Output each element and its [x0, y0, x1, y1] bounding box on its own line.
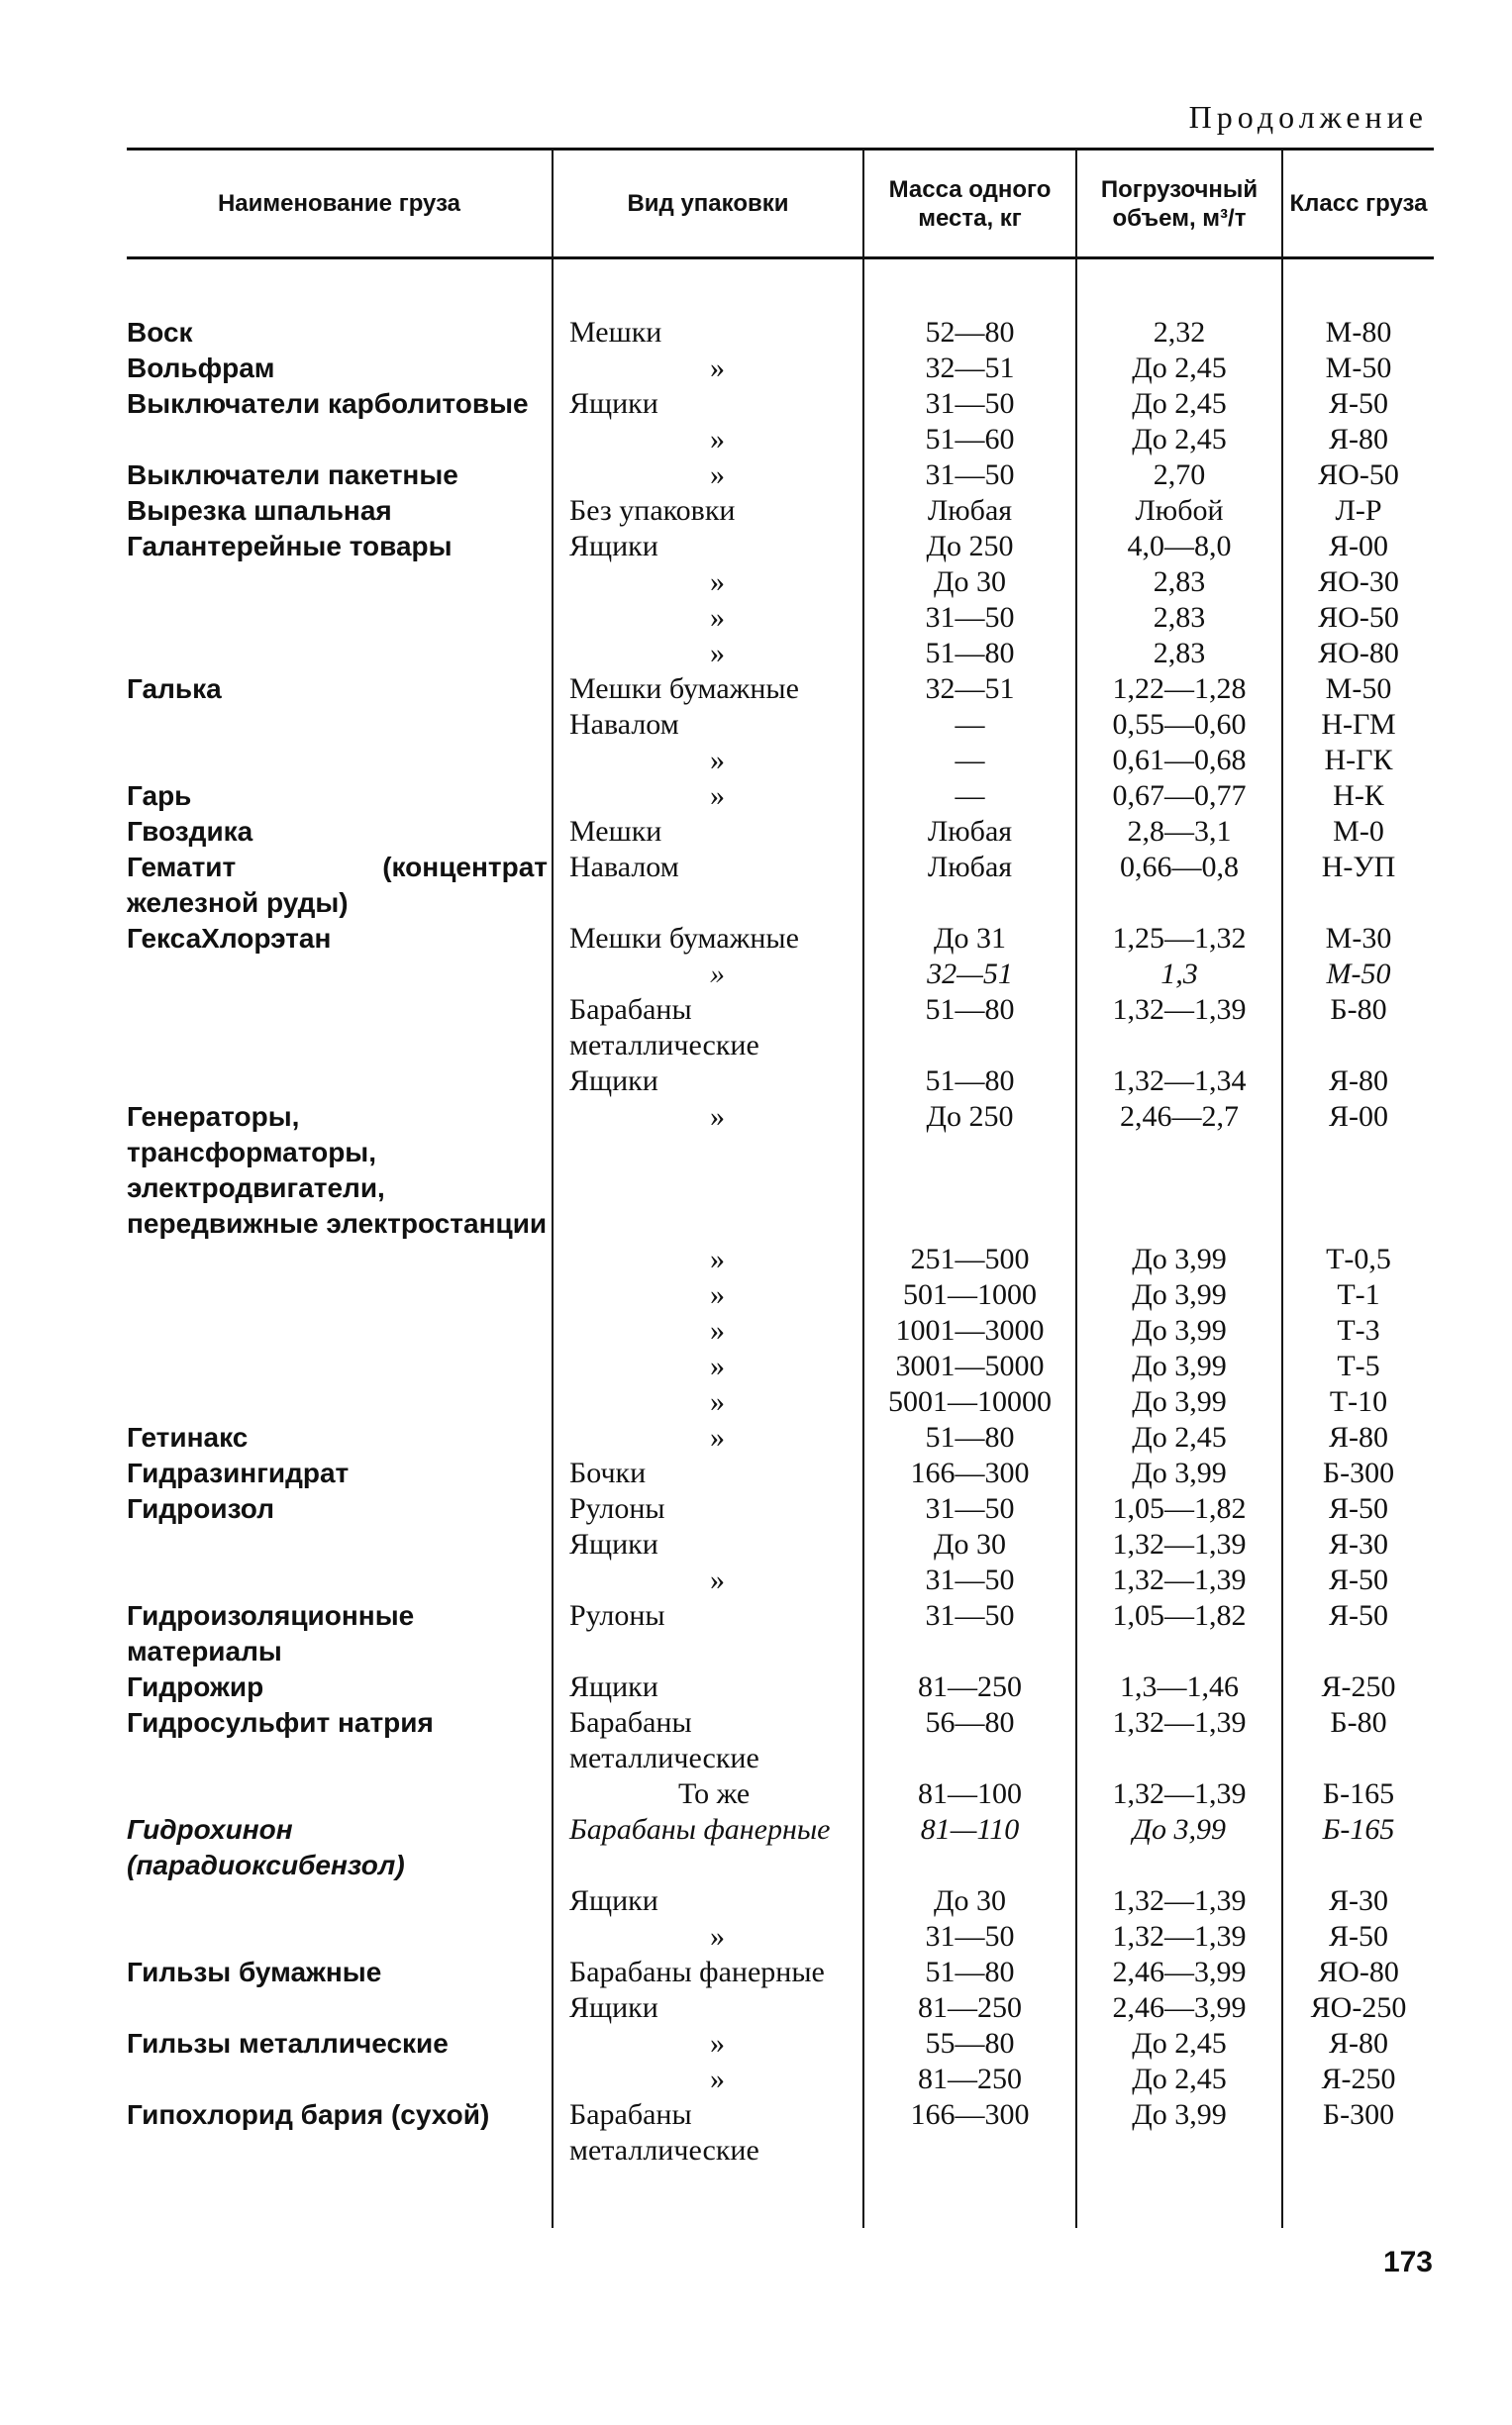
- packaging-type-cell: [553, 1420, 863, 1456]
- unit-mass-cell: Любая: [863, 493, 1076, 529]
- loading-volume-cell: 2,46—2,7: [1076, 1099, 1282, 1242]
- loading-volume-cell: 2,32: [1076, 315, 1282, 351]
- table-row: [127, 600, 1434, 636]
- ditto-mark: »: [710, 1100, 725, 1133]
- unit-mass-cell: 81—250: [863, 2062, 1076, 2097]
- packaging-type-cell: Ящики: [553, 529, 863, 564]
- packaging-type-cell: Рулоны: [553, 1491, 863, 1527]
- packaging-type-cell: [553, 600, 863, 636]
- loading-volume-cell: До 2,45: [1076, 2026, 1282, 2062]
- cargo-class-cell: Я-80: [1282, 1420, 1434, 1456]
- loading-volume-cell: 2,8—3,1: [1076, 814, 1282, 850]
- unit-mass-cell: 81—100: [863, 1776, 1076, 1812]
- loading-volume-cell: 2,83: [1076, 636, 1282, 671]
- ditto-mark: »: [710, 423, 725, 455]
- cargo-class-cell: Л-Р: [1282, 493, 1434, 529]
- loading-volume-cell: 1,05—1,82: [1076, 1491, 1282, 1527]
- table-row: [127, 1456, 1434, 1491]
- cargo-class-cell: Т-10: [1282, 1384, 1434, 1420]
- loading-volume-cell: 1,25—1,32: [1076, 921, 1282, 957]
- table-row: [127, 2062, 1434, 2097]
- packaging-type-cell: Навалом: [553, 707, 863, 743]
- cargo-class-cell: Т-0,5: [1282, 1242, 1434, 1277]
- loading-volume-cell: До 3,99: [1076, 2097, 1282, 2169]
- table-row: [127, 422, 1434, 457]
- unit-mass-cell: 56—80: [863, 1705, 1076, 1776]
- loading-volume-cell: 0,55—0,60: [1076, 707, 1282, 743]
- ditto-mark: »: [710, 637, 725, 669]
- cargo-class-cell: Я-00: [1282, 1099, 1434, 1242]
- packaging-type-cell: Мешки бумажные: [553, 921, 863, 957]
- cargo-class-cell: Я-50: [1282, 1491, 1434, 1527]
- cargo-class-cell: Б-300: [1282, 2097, 1434, 2169]
- loading-volume-cell: 1,32—1,39: [1076, 1527, 1282, 1563]
- loading-volume-cell: 1,32—1,39: [1076, 1563, 1282, 1598]
- unit-mass-cell: 31—50: [863, 600, 1076, 636]
- cargo-class-cell: Б-165: [1282, 1776, 1434, 1812]
- unit-mass-cell: 31—50: [863, 386, 1076, 422]
- ditto-mark: »: [710, 1564, 725, 1596]
- ditto-mark: »: [710, 1421, 725, 1454]
- table-row: [127, 564, 1434, 600]
- loading-volume-cell: Любой: [1076, 493, 1282, 529]
- packaging-type-cell: [553, 422, 863, 457]
- cargo-class-cell: Т-5: [1282, 1349, 1434, 1384]
- packaging-type-cell: Ящики: [553, 1669, 863, 1705]
- packaging-type-cell: [553, 1242, 863, 1277]
- ditto-mark: »: [710, 779, 725, 812]
- packaging-type-cell: Барабаны металлические: [553, 1705, 863, 1776]
- packaging-type-cell: Ящики: [553, 1883, 863, 1919]
- ditto-mark: »: [710, 458, 725, 491]
- packaging-type-cell: [553, 1919, 863, 1955]
- packaging-type-cell: Ящики: [553, 1063, 863, 1099]
- unit-mass-cell: 166—300: [863, 2097, 1076, 2169]
- unit-mass-cell: 31—50: [863, 457, 1076, 493]
- packaging-type-cell: [553, 2026, 863, 2062]
- loading-volume-cell: 1,32—1,39: [1076, 992, 1282, 1063]
- unit-mass-cell: До 30: [863, 564, 1076, 600]
- unit-mass-cell: До 250: [863, 1099, 1076, 1242]
- table-row: [127, 1491, 1434, 1527]
- packaging-type-cell: Ящики: [553, 1990, 863, 2026]
- cargo-name-cell: Гарь: [127, 780, 192, 811]
- cargo-class-cell: Н-ГК: [1282, 743, 1434, 778]
- packaging-type-cell: [553, 957, 863, 992]
- loading-volume-cell: 2,83: [1076, 600, 1282, 636]
- loading-volume-cell: 0,61—0,68: [1076, 743, 1282, 778]
- table-row: [127, 1990, 1434, 2026]
- table-row: [127, 778, 1434, 814]
- table-row: [127, 1705, 1434, 1776]
- loading-volume-cell: До 2,45: [1076, 351, 1282, 386]
- cargo-class-cell: Я-80: [1282, 1063, 1434, 1099]
- table-row: [127, 1349, 1434, 1384]
- cargo-name-cell: Галька: [127, 673, 222, 704]
- unit-mass-cell: 32—51: [863, 957, 1076, 992]
- packaging-type-cell: Без упаковки: [553, 493, 863, 529]
- cargo-class-cell: ЯО-50: [1282, 457, 1434, 493]
- column-header-pack: Вид упаковки: [553, 150, 863, 258]
- cargo-class-cell: Я-50: [1282, 1919, 1434, 1955]
- cargo-class-cell: Т-3: [1282, 1313, 1434, 1349]
- ditto-mark: »: [710, 1243, 725, 1275]
- table-row: [127, 386, 1434, 422]
- cargo-class-cell: Б-300: [1282, 1456, 1434, 1491]
- loading-volume-cell: 2,70: [1076, 457, 1282, 493]
- ditto-mark: »: [710, 601, 725, 634]
- spacer-row: [127, 2169, 1434, 2228]
- packaging-type-cell: [553, 1563, 863, 1598]
- unit-mass-cell: 81—250: [863, 1990, 1076, 2026]
- table-row: [127, 1919, 1434, 1955]
- packaging-type-cell: Барабаны металлические: [553, 992, 863, 1063]
- table-row: [127, 2026, 1434, 2062]
- table-row: [127, 707, 1434, 743]
- cargo-class-cell: Б-165: [1282, 1812, 1434, 1883]
- ditto-mark: »: [710, 1920, 725, 1953]
- table-body: [127, 258, 1434, 2229]
- loading-volume-cell: До 2,45: [1076, 1420, 1282, 1456]
- unit-mass-cell: —: [863, 778, 1076, 814]
- unit-mass-cell: 81—250: [863, 1669, 1076, 1705]
- column-header-name: Наименование груза: [127, 150, 553, 258]
- unit-mass-cell: 1001—3000: [863, 1313, 1076, 1349]
- table-row: [127, 1063, 1434, 1099]
- cargo-class-cell: Я-250: [1282, 1669, 1434, 1705]
- packaging-type-cell: Навалом: [553, 850, 863, 921]
- ditto-mark: »: [710, 1314, 725, 1347]
- table-row: [127, 1563, 1434, 1598]
- cargo-name-cell: Гидроизоляционные материалы: [127, 1600, 415, 1667]
- loading-volume-cell: 1,05—1,82: [1076, 1598, 1282, 1669]
- packaging-type-cell: [553, 351, 863, 386]
- loading-volume-cell: 1,32—1,39: [1076, 1919, 1282, 1955]
- page-number: 173: [1382, 2246, 1433, 2278]
- cargo-class-cell: Я-50: [1282, 1598, 1434, 1669]
- ditto-mark: »: [710, 1278, 725, 1311]
- packaging-type-cell: [553, 457, 863, 493]
- cargo-name-cell: Гвоздика: [127, 816, 253, 847]
- packaging-type-cell: Ящики: [553, 1527, 863, 1563]
- table-row: [127, 992, 1434, 1063]
- unit-mass-cell: 32—51: [863, 351, 1076, 386]
- cargo-name-cell: [127, 1919, 553, 1955]
- unit-mass-cell: 5001—10000: [863, 1384, 1076, 1420]
- cargo-class-cell: ЯО-80: [1282, 1955, 1434, 1990]
- cargo-name-cell: Гидросульфит натрия: [127, 1707, 434, 1738]
- table-row: [127, 1955, 1434, 1990]
- table-row: [127, 1527, 1434, 1563]
- unit-mass-cell: 31—50: [863, 1919, 1076, 1955]
- unit-mass-cell: Любая: [863, 814, 1076, 850]
- packaging-type-cell: Мешки бумажные: [553, 671, 863, 707]
- table-row: [127, 1277, 1434, 1313]
- loading-volume-cell: До 2,45: [1076, 422, 1282, 457]
- packaging-type-cell: [553, 1313, 863, 1349]
- table-row: [127, 1883, 1434, 1919]
- packaging-type-cell: [553, 1776, 863, 1812]
- ditto-mark: »: [710, 352, 725, 384]
- unit-mass-cell: 52—80: [863, 315, 1076, 351]
- table-row: [127, 1099, 1434, 1242]
- cargo-class-cell: ЯО-80: [1282, 636, 1434, 671]
- loading-volume-cell: До 3,99: [1076, 1812, 1282, 1883]
- unit-mass-cell: 501—1000: [863, 1277, 1076, 1313]
- packaging-type-cell: Барабаны фанерные: [553, 1812, 863, 1883]
- cargo-class-cell: М-30: [1282, 921, 1434, 957]
- cargo-class-cell: Н-К: [1282, 778, 1434, 814]
- cargo-class-cell: М-80: [1282, 315, 1434, 351]
- packaging-type-cell: [553, 778, 863, 814]
- table-row: [127, 351, 1434, 386]
- cargo-name-cell: Гидрохинон (парадиоксибензол): [127, 1814, 405, 1880]
- unit-mass-cell: 51—80: [863, 992, 1076, 1063]
- loading-volume-cell: До 3,99: [1076, 1277, 1282, 1313]
- unit-mass-cell: 251—500: [863, 1242, 1076, 1277]
- loading-volume-cell: 1,32—1,34: [1076, 1063, 1282, 1099]
- cargo-name-cell: [127, 422, 553, 457]
- packaging-type-cell: Ящики: [553, 386, 863, 422]
- loading-volume-cell: 1,32—1,39: [1076, 1883, 1282, 1919]
- unit-mass-cell: До 30: [863, 1883, 1076, 1919]
- cargo-name-cell: Выключатели пакетные: [127, 459, 458, 490]
- packaging-type-cell: Мешки: [553, 315, 863, 351]
- table-row: [127, 529, 1434, 564]
- packaging-type-cell: [553, 1349, 863, 1384]
- cargo-table: [127, 148, 1434, 2228]
- cargo-class-cell: ЯО-250: [1282, 1990, 1434, 2026]
- unit-mass-cell: 51—80: [863, 1955, 1076, 1990]
- cargo-name-cell: Воск: [127, 317, 193, 348]
- ditto-mark: »: [710, 2027, 725, 2060]
- table-row: [127, 1776, 1434, 1812]
- loading-volume-cell: 2,46—3,99: [1076, 1990, 1282, 2026]
- cargo-name-cell: [127, 636, 553, 671]
- cargo-name-cell: [127, 1776, 553, 1812]
- cargo-class-cell: Н-УП: [1282, 850, 1434, 921]
- loading-volume-cell: До 2,45: [1076, 386, 1282, 422]
- packaging-type-cell: [553, 564, 863, 600]
- loading-volume-cell: До 3,99: [1076, 1384, 1282, 1420]
- table-row: [127, 493, 1434, 529]
- unit-mass-cell: 51—80: [863, 1420, 1076, 1456]
- packaging-type-cell: Мешки: [553, 814, 863, 850]
- cargo-class-cell: Б-80: [1282, 992, 1434, 1063]
- table-row: [127, 1812, 1434, 1883]
- table-header: [127, 150, 1434, 258]
- same-as-above-label: То же: [678, 1777, 751, 1810]
- cargo-name-cell: [127, 1563, 553, 1598]
- loading-volume-cell: 1,3: [1076, 957, 1282, 992]
- packaging-type-cell: Рулоны: [553, 1598, 863, 1669]
- cargo-name-cell: Вырезка шпальная: [127, 495, 392, 526]
- cargo-name-cell: [127, 957, 553, 992]
- cargo-name-cell: [127, 707, 553, 743]
- loading-volume-cell: 0,67—0,77: [1076, 778, 1282, 814]
- unit-mass-cell: 3001—5000: [863, 1349, 1076, 1384]
- cargo-name-cell: [127, 743, 553, 778]
- ditto-mark: »: [710, 1385, 725, 1418]
- loading-volume-cell: До 3,99: [1076, 1349, 1282, 1384]
- cargo-class-cell: М-50: [1282, 671, 1434, 707]
- loading-volume-cell: До 3,99: [1076, 1456, 1282, 1491]
- unit-mass-cell: 32—51: [863, 671, 1076, 707]
- cargo-class-cell: М-50: [1282, 957, 1434, 992]
- cargo-class-cell: Я-250: [1282, 2062, 1434, 2097]
- packaging-type-cell: Бочки: [553, 1456, 863, 1491]
- unit-mass-cell: 51—80: [863, 1063, 1076, 1099]
- loading-volume-cell: 1,3—1,46: [1076, 1669, 1282, 1705]
- cargo-class-cell: Б-80: [1282, 1705, 1434, 1776]
- cargo-name-cell: Выключатели карболитовые: [127, 388, 529, 419]
- loading-volume-cell: 1,32—1,39: [1076, 1776, 1282, 1812]
- loading-volume-cell: До 2,45: [1076, 2062, 1282, 2097]
- cargo-class-cell: Я-80: [1282, 422, 1434, 457]
- table-row: [127, 1384, 1434, 1420]
- unit-mass-cell: 55—80: [863, 2026, 1076, 2062]
- cargo-class-cell: Я-50: [1282, 386, 1434, 422]
- unit-mass-cell: 81—110: [863, 1812, 1076, 1883]
- unit-mass-cell: 166—300: [863, 1456, 1076, 1491]
- column-header-class: Класс груза: [1282, 150, 1434, 258]
- packaging-type-cell: [553, 2062, 863, 2097]
- unit-mass-cell: До 250: [863, 529, 1076, 564]
- cargo-name-cell: Гильзы бумажные: [127, 1957, 382, 1987]
- cargo-name-cell: Генераторы, трансформаторы, электродвигатели, передвижные электростанции: [127, 1101, 548, 1239]
- cargo-name-cell: Гидрожир: [127, 1671, 264, 1702]
- cargo-name-cell: [127, 1063, 553, 1099]
- ditto-mark: »: [710, 744, 725, 776]
- table-row: [127, 921, 1434, 957]
- ditto-mark: »: [710, 958, 725, 990]
- unit-mass-cell: —: [863, 707, 1076, 743]
- unit-mass-cell: До 30: [863, 1527, 1076, 1563]
- cargo-name-cell: [127, 2062, 553, 2097]
- cargo-name-cell: [127, 1277, 553, 1313]
- unit-mass-cell: 31—50: [863, 1598, 1076, 1669]
- table-row: [127, 315, 1434, 351]
- cargo-name-cell: [127, 1883, 553, 1919]
- cargo-class-cell: ЯО-50: [1282, 600, 1434, 636]
- loading-volume-cell: До 3,99: [1076, 1242, 1282, 1277]
- cargo-class-cell: Я-00: [1282, 529, 1434, 564]
- unit-mass-cell: До 31: [863, 921, 1076, 957]
- cargo-name-cell: [127, 1527, 553, 1563]
- cargo-class-cell: Я-30: [1282, 1883, 1434, 1919]
- cargo-name-cell: [127, 600, 553, 636]
- cargo-name-cell: Гильзы металлические: [127, 2028, 449, 2059]
- loading-volume-cell: До 3,99: [1076, 1313, 1282, 1349]
- cargo-class-cell: Н-ГМ: [1282, 707, 1434, 743]
- loading-volume-cell: 2,46—3,99: [1076, 1955, 1282, 1990]
- cargo-class-cell: Я-80: [1282, 2026, 1434, 2062]
- table-row: [127, 1669, 1434, 1705]
- cargo-name-cell: [127, 1313, 553, 1349]
- unit-mass-cell: 31—50: [863, 1491, 1076, 1527]
- cargo-name-cell: Гематит (концентрат железной руды): [127, 852, 548, 918]
- cargo-class-cell: Т-1: [1282, 1277, 1434, 1313]
- column-header-volume: Погрузочный объем, м³/т: [1076, 150, 1282, 258]
- cargo-class-cell: ЯО-30: [1282, 564, 1434, 600]
- table-row: [127, 957, 1434, 992]
- packaging-type-cell: [553, 636, 863, 671]
- ditto-mark: »: [710, 1350, 725, 1382]
- cargo-name-cell: ГексаХлорэтан: [127, 923, 332, 954]
- cargo-name-cell: [127, 1990, 553, 2026]
- cargo-name-cell: Вольфрам: [127, 353, 275, 383]
- packaging-type-cell: [553, 1277, 863, 1313]
- loading-volume-cell: 2,83: [1076, 564, 1282, 600]
- packaging-type-cell: Барабаны фанерные: [553, 1955, 863, 1990]
- cargo-name-cell: Гипохлорид бария (сухой): [127, 2099, 490, 2130]
- packaging-type-cell: [553, 1099, 863, 1242]
- unit-mass-cell: Любая: [863, 850, 1076, 921]
- cargo-name-cell: [127, 564, 553, 600]
- column-header-mass: Масса одного места, кг: [863, 150, 1076, 258]
- table-row: [127, 671, 1434, 707]
- table-row: [127, 814, 1434, 850]
- packaging-type-cell: [553, 743, 863, 778]
- cargo-class-cell: М-50: [1282, 351, 1434, 386]
- table-row: [127, 850, 1434, 921]
- loading-volume-cell: 1,22—1,28: [1076, 671, 1282, 707]
- cargo-name-cell: [127, 1242, 553, 1277]
- cargo-name-cell: Гетинакс: [127, 1422, 249, 1453]
- cargo-name-cell: [127, 1384, 553, 1420]
- cargo-class-cell: Я-50: [1282, 1563, 1434, 1598]
- spacer-row: [127, 258, 1434, 316]
- cargo-name-cell: [127, 1349, 553, 1384]
- table-row: [127, 1598, 1434, 1669]
- loading-volume-cell: 0,66—0,8: [1076, 850, 1282, 921]
- cargo-name-cell: [127, 992, 553, 1063]
- ditto-mark: »: [710, 565, 725, 598]
- table-row: [127, 1420, 1434, 1456]
- cargo-name-cell: Гидразингидрат: [127, 1458, 350, 1488]
- ditto-mark: »: [710, 2063, 725, 2095]
- packaging-type-cell: Барабаны металлические: [553, 2097, 863, 2169]
- table-row: [127, 1242, 1434, 1277]
- table-row: [127, 1313, 1434, 1349]
- unit-mass-cell: 51—60: [863, 422, 1076, 457]
- packaging-type-cell: [553, 1384, 863, 1420]
- table-row: [127, 457, 1434, 493]
- table-row: [127, 636, 1434, 671]
- cargo-class-cell: М-0: [1282, 814, 1434, 850]
- cargo-name-cell: Галантерейные товары: [127, 531, 453, 561]
- cargo-class-cell: Я-30: [1282, 1527, 1434, 1563]
- continuation-label: Продолжение: [1188, 99, 1428, 135]
- table-row: [127, 2097, 1434, 2169]
- loading-volume-cell: 4,0—8,0: [1076, 529, 1282, 564]
- unit-mass-cell: 51—80: [863, 636, 1076, 671]
- loading-volume-cell: 1,32—1,39: [1076, 1705, 1282, 1776]
- cargo-name-cell: Гидроизол: [127, 1493, 274, 1524]
- unit-mass-cell: —: [863, 743, 1076, 778]
- unit-mass-cell: 31—50: [863, 1563, 1076, 1598]
- table-row: [127, 743, 1434, 778]
